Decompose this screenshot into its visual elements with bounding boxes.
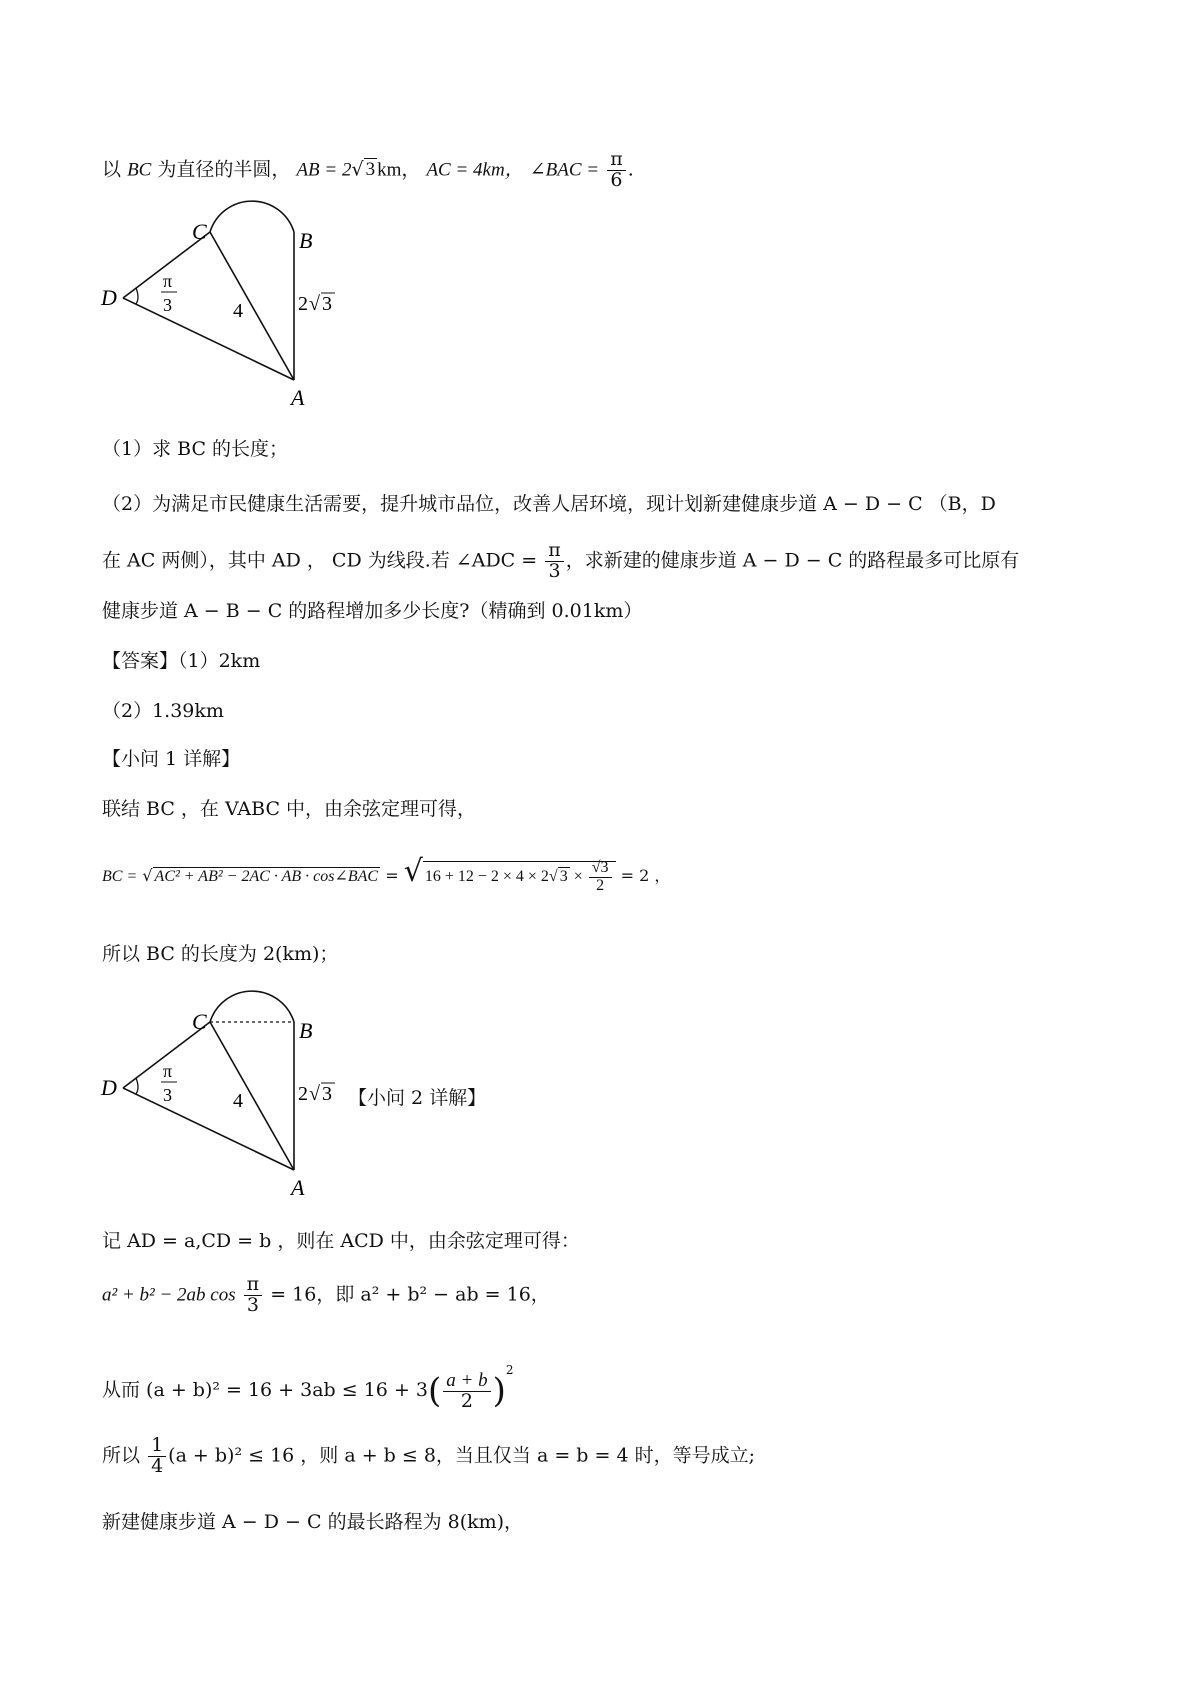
intro-prefix: 以 (102, 158, 122, 181)
eq3-frac: $\frac{1}{4}$ (148, 1436, 166, 1477)
intro-bc: BC (127, 159, 152, 181)
svg-text:√: √ (309, 1083, 320, 1105)
side-AB-sqrt: 3 (322, 293, 332, 315)
angle-three-2: 3 (163, 1085, 172, 1105)
segment-DA-2 (123, 1088, 294, 1170)
label-D-2: D (101, 1075, 117, 1100)
eq1-a: a² + b² − 2ab cos (102, 1284, 236, 1306)
label-D: D (101, 285, 117, 310)
side-AC-label-2: 4 (233, 1090, 243, 1112)
label-C-2: C (192, 1009, 207, 1034)
formula-radicand-2b: × (573, 868, 583, 885)
intro-ab-eq: AB = 2 (296, 159, 352, 181)
eq2-square: 2 (505, 1363, 514, 1377)
sub2-eq-1 (102, 1275, 550, 1316)
sub1-line-1: 联结 BC ，在 VABC 中，由余弦定理可得， (102, 798, 477, 820)
angle-pi-2: π (163, 1061, 173, 1081)
label-B-2: B (299, 1018, 313, 1043)
label-A: A (291, 385, 305, 410)
segment-CA (210, 232, 294, 380)
sub1-title: 【小问 1 详解】 (102, 748, 241, 770)
eq1-pi-over-3: $\frac{\pi}{3}$ (244, 1275, 263, 1316)
eq3-b: (a + b)² ≤ 16 ，则 a + b ≤ 8，当且仅当 a = b = 4 时，等号成立; (168, 1444, 755, 1467)
intro-period: . (627, 158, 634, 181)
label-B: B (299, 228, 313, 253)
svg-text:√: √ (309, 293, 320, 315)
segment-DA (123, 298, 294, 380)
formula-end: = 2 ， (620, 866, 671, 885)
side-AB-sqrt-2: 3 (322, 1083, 332, 1105)
question-2-line-2 (102, 541, 1019, 582)
semicircle (210, 201, 294, 232)
side-AB-coef-2: 2 (298, 1083, 308, 1105)
formula-lhs: BC = (102, 868, 138, 885)
intro-km: km， (377, 159, 421, 181)
eq1-b: = 16，即 a² + b² − ab = 16， (270, 1283, 550, 1306)
label-A-2: A (291, 1175, 305, 1200)
label-C: C (192, 219, 207, 244)
intro-line: 以 BC 为直径的半圆， AB = 2√ 3 km， AC = 4km， ∠BAC = $\frac{\pi}{6}$ . (102, 148, 634, 191)
q2-pi-over-3: $\frac{\pi}{3}$ (545, 541, 564, 582)
formula-eq: = (385, 866, 399, 885)
intro-angle-eq: ∠BAC = (529, 159, 600, 181)
sub2-eq-3 (102, 1436, 755, 1477)
formula-radicand-1: AC² + AB² − 2AC · AB · cos∠BAC (154, 868, 379, 885)
question-2-line-3: 健康步道 A − B − C 的路程增加多少长度?（精确到 0.01km） (102, 600, 643, 622)
figure-1 (95, 195, 365, 425)
eq2-a: 从而 (a + b)² = 16 + 3ab ≤ 16 + 3 (102, 1379, 428, 1401)
formula-radicand-2-sqrt: 3 (559, 868, 568, 885)
question-1: （1）求 BC 的长度； (102, 438, 289, 460)
sub1-conclusion: 所以 BC 的长度为 2(km)； (102, 943, 339, 965)
segment-CA-2 (210, 1022, 294, 1170)
side-AC-label: 4 (233, 300, 243, 322)
q2-line2-a: 在 AC 两侧），其中 AD ， CD 为线段.若 ∠ADC = (102, 549, 538, 572)
formula-radicand-2a: 16 + 12 − 2 × 4 × 2 (424, 868, 549, 885)
formula-frac-den: 2 (596, 876, 605, 894)
intro-pi-over-6: $\frac{\pi}{6}$ (607, 150, 626, 191)
angle-arc-2 (136, 1078, 138, 1094)
sub2-eq-2: 从而 (a + b)² = 16 + 3ab ≤ 16 + 3( $\frac{a + b}{2}$ )$^2$ (102, 1363, 514, 1412)
sub2-line-1: 记 AD = a,CD = b ，则在 ACD 中，由余弦定理可得： (102, 1230, 580, 1252)
angle-arc (136, 288, 138, 304)
intro-sqrt3: 3 (365, 159, 376, 181)
side-AB-coef: 2 (298, 293, 308, 315)
sub1-formula: BC = √ AC² + AB² − 2AC · AB · cos∠BAC = √ 16 + 12 − 2 × 4 × 2√ 3 × $\frac{√3}{2}$ = 2 ， (102, 854, 671, 894)
eq3-a: 所以 (102, 1444, 141, 1467)
angle-pi: π (163, 271, 173, 291)
question-2-line-1: （2）为满足市民健康生活需要，提升城市品位，改善人居环境，现计划新建健康步道 A − D − C （B，D (102, 493, 996, 515)
answer-2: （2）1.39km (102, 700, 224, 722)
q2-line2-b: ，求新建的健康步道 A − D − C 的路程最多可比原有 (565, 549, 1020, 572)
answer-1: 【答案】（1）2km (102, 650, 261, 672)
semicircle-2 (210, 991, 294, 1022)
intro-ac-eq: AC = 4km， (426, 159, 524, 181)
figure-2 (95, 985, 365, 1215)
angle-three: 3 (163, 295, 172, 315)
sub2-title: 【小问 2 详解】 (348, 1087, 487, 1109)
formula-frac-num: √3 (589, 860, 612, 878)
eq2-frac: $\frac{a + b}{2}$ (443, 1371, 490, 1412)
sub2-eq-4: 新建健康步道 A − D − C 的最长路程为 8(km)， (102, 1511, 524, 1533)
intro-text: 为直径的半圆， (157, 158, 291, 181)
